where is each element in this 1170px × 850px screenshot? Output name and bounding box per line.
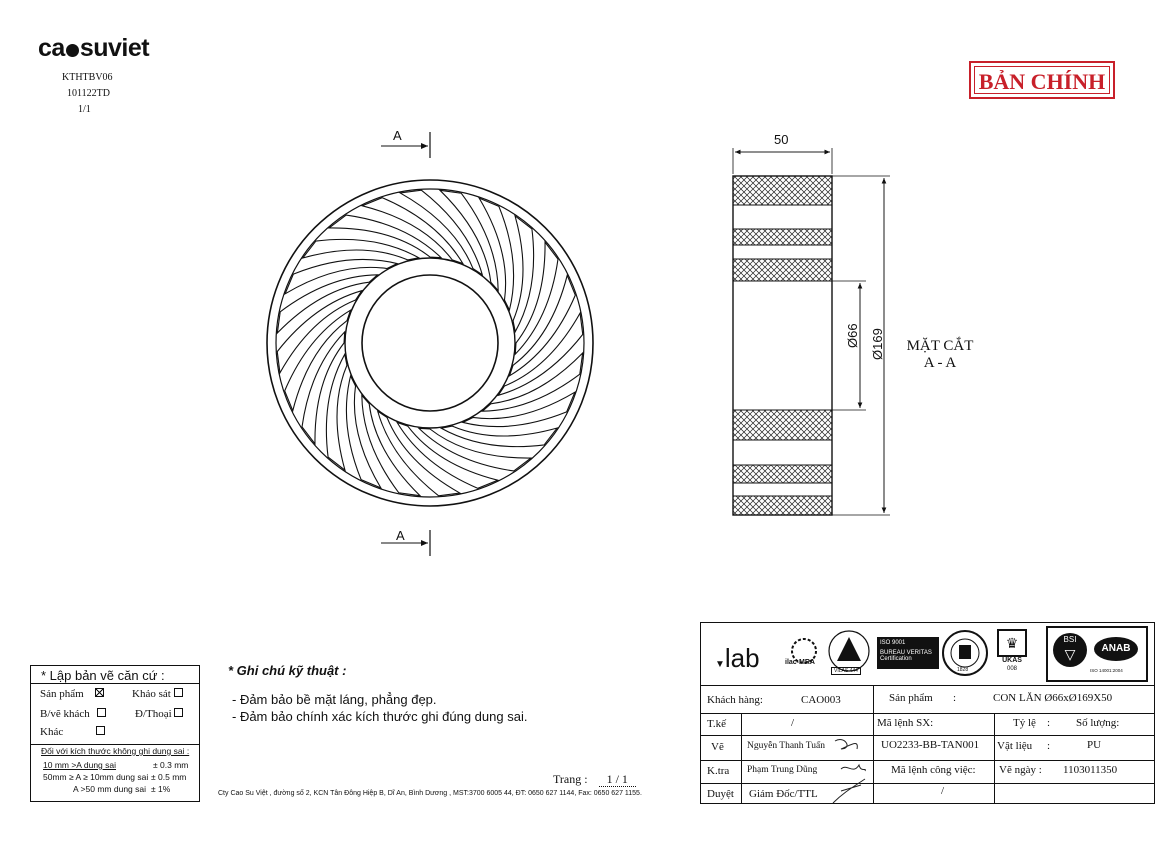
tech-note-1: - Đảm bảo bề mặt láng, phẳng đẹp. — [232, 692, 437, 707]
tolerance-range-3: A >50 mm dung sai — [73, 784, 147, 794]
drawing-basis-box — [30, 665, 200, 802]
product-value: CON LĂN Ø66xØ169X50 — [993, 692, 1113, 704]
roller-spoke — [440, 190, 498, 290]
dim-width: 50 — [774, 132, 789, 147]
roller-spoke — [303, 239, 419, 260]
section-title-line1: MẶT CẮT — [906, 338, 974, 354]
anab-logo: ANAB — [1094, 637, 1138, 661]
checkbox-icon[interactable] — [174, 688, 183, 697]
roller-spoke — [277, 291, 361, 373]
basis-item-survey[interactable]: Khảo sát — [132, 688, 183, 700]
basis-item-customer-drawing[interactable]: B/vẽ khách — [40, 708, 106, 720]
tech-note-2: - Đảm bảo chính xác kích thước ghi đúng dung sai. — [232, 709, 528, 724]
job-order-label: Mã lệnh công việc: — [891, 764, 976, 776]
roller-spoke — [378, 411, 460, 495]
product-separator: : — [953, 692, 957, 704]
doc-rev: 101122TD — [67, 88, 110, 99]
checkbox-icon[interactable] — [97, 708, 106, 717]
check-label: K.tra — [707, 765, 730, 777]
logo-text-left: ca — [38, 34, 65, 62]
signature-marks — [831, 735, 891, 805]
drawn-label: Vẽ — [711, 741, 724, 753]
checkbox-icon[interactable] — [96, 726, 105, 735]
tolerance-title: Đối với kích thước không ghi dung sai : — [41, 746, 190, 756]
doc-code: KTHTBV06 — [62, 72, 113, 83]
page-number: Trang : 1 / 1 — [553, 772, 636, 787]
section-title — [895, 338, 985, 372]
doc-page: 1/1 — [78, 104, 91, 115]
check-value: Phạm Trung Dũng — [747, 765, 818, 775]
stamp-label: BẢN CHÍNH — [978, 69, 1106, 94]
job-order-value: / — [941, 785, 945, 797]
company-address-footer: Cty Cao Su Việt , đường số 2, KCN Tân Đông Hiệp B, Dĩ An, Bình Dương , MST:3700 6005 44, ĐT: 0650 627 1144, Fax: 0650 627 1155. — [218, 790, 642, 797]
date-label: Vẽ ngày : — [999, 764, 1042, 776]
ilac-logo: ilac-MRA — [785, 635, 823, 673]
logo-text-right: suviet — [79, 34, 150, 62]
roller-spoke — [400, 190, 482, 274]
roller-spoke — [482, 353, 582, 411]
checkbox-icon[interactable] — [174, 708, 183, 717]
iso9001-badge: ISO 9001 BUREAU VERITAS Certification — [877, 637, 939, 669]
bsi-anab-badge: BSI ▽ ANAB ISO 14001:2004 — [1046, 626, 1148, 682]
tolerance-range-2: 50mm ≥ A ≥ 10mm dung sai — [43, 772, 149, 782]
approve-label: Duyệt — [707, 788, 734, 800]
lab-logo: ▼lab — [715, 643, 760, 673]
roller-spoke — [362, 395, 420, 495]
design-value: / — [791, 717, 795, 729]
tolerance-value-1: ± 0.3 mm — [153, 760, 189, 770]
roller-spoke — [441, 426, 557, 447]
roller-spoke — [509, 275, 575, 376]
tolerance-value-2: ± 0.5 mm — [151, 772, 187, 782]
quantity-label: Số lượng: — [1076, 717, 1120, 729]
roller-spoke — [513, 216, 534, 332]
customer-value: CAO003 — [801, 694, 841, 706]
basis-item-product[interactable]: Sản phẩm — [40, 688, 104, 700]
basis-item-other[interactable]: Khác — [40, 726, 105, 738]
tech-notes-title: * Ghi chú kỹ thuật : — [228, 663, 347, 678]
roller-spoke — [362, 198, 463, 264]
crown-icon: ♛ — [997, 629, 1027, 657]
roller-spoke — [326, 354, 347, 470]
scale-separator: : — [1047, 717, 1051, 729]
material-separator: : — [1047, 740, 1051, 752]
material-value: PU — [1087, 739, 1102, 751]
ukas-logo: ♛ UKAS 008 — [997, 629, 1027, 679]
tolerance-range-1: 10 mm >A dung sai — [43, 760, 117, 770]
section-view — [733, 148, 890, 515]
dim-inner-diameter: Ø66 — [845, 323, 860, 348]
drawn-value: Nguyễn Thanh Tuấn — [747, 741, 825, 751]
product-label: Sản phẩm — [889, 692, 933, 704]
basis-item-phone[interactable]: Đ/Thoại — [135, 708, 183, 720]
roller-spoke — [277, 275, 377, 333]
roller-spoke — [397, 422, 498, 488]
order-label: Mã lệnh SX: — [877, 717, 934, 729]
section-title-line2: A - A — [923, 355, 957, 371]
design-label: T.kế — [707, 718, 727, 730]
front-view — [267, 180, 593, 506]
roller-spoke — [498, 313, 582, 395]
dim-outer-diameter: Ø169 — [870, 328, 885, 360]
checkbox-checked-icon[interactable] — [95, 688, 104, 697]
section-marker-bottom: A — [396, 528, 405, 543]
customer-label: Khách hàng: — [707, 694, 763, 706]
vilas-logo: VILAS 444 — [827, 629, 871, 677]
approve-value: Giám Đốc/TTL — [749, 788, 818, 800]
basis-title: * Lập bản vẽ căn cứ : — [41, 668, 165, 683]
bsi-logo: BSI ▽ — [1053, 633, 1087, 667]
kitemark-icon: ▽ — [1064, 646, 1076, 662]
section-marker-top: A — [393, 128, 402, 143]
scale-label: Tỷ lệ — [1013, 717, 1036, 729]
material-label: Vật liệu — [997, 740, 1033, 752]
roller-spoke — [285, 310, 351, 411]
title-block — [700, 622, 1155, 804]
date-value: 1103011350 — [1063, 764, 1118, 776]
tolerance-value-3: ± 1% — [151, 784, 171, 794]
order-value: UO2233-BB-TAN001 — [881, 739, 980, 751]
bureau-veritas-seal: 1828 — [941, 629, 989, 677]
